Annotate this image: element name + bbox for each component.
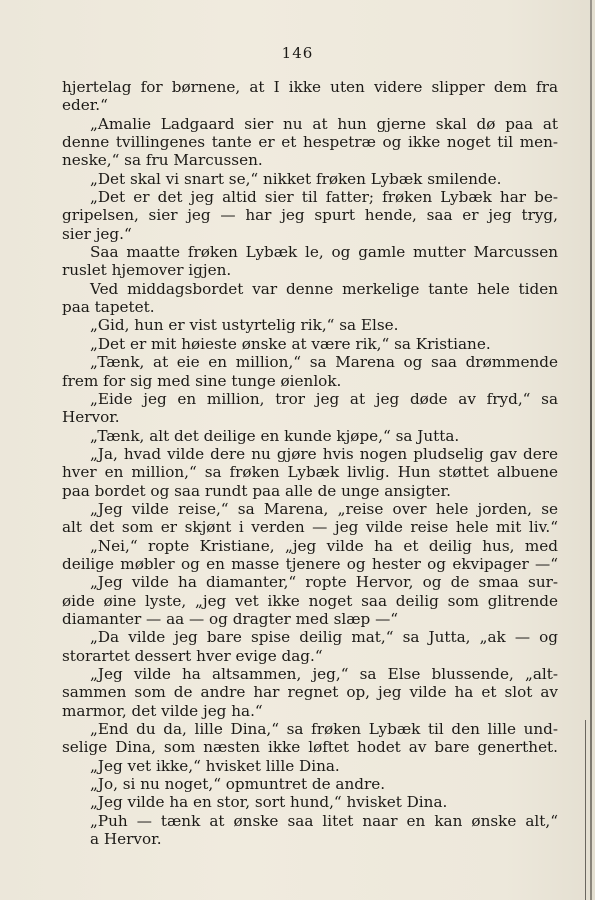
text-line: sier jeg.“ [62, 224, 132, 243]
text-line: paa tapetet. [62, 298, 155, 317]
text-line: „Jeg vilde ha altsammen, jeg,“ sa Else blussende, „alt- [90, 665, 558, 683]
text-line: „Det er mit høieste ønske at være rik,“ sa Kristiane. [90, 334, 491, 353]
text-line: alt det som er skjønt i verden — jeg vilde reise hele mit liv.“ [62, 518, 558, 537]
text-line: „Gid, hun er vist ustyrtelig rik,“ sa Else. [90, 316, 399, 335]
text-line: gripelsen, sier jeg — har jeg spurt hende, saa er jeg tryg, [62, 206, 558, 225]
text-line: deilige møbler og en masse tjenere og hester og ekvipager —“ [62, 554, 558, 573]
text-line: „Da vilde jeg bare spise deilig mat,“ sa Jutta, „ak — og [90, 628, 558, 647]
text-line: „Jo, si nu noget,“ opmuntret de andre. [90, 775, 386, 794]
text-line: „Jeg vilde ha en stor, sort hund,“ hvisket Dina. [90, 793, 448, 812]
text-line: hver en million,“ sa frøken Lybæk livlig. Hun støttet albuene [62, 463, 558, 482]
text-line: sammen som de andre har regnet op, jeg vilde ha et slot av [62, 683, 558, 702]
text-line: a Hervor. [90, 830, 162, 849]
text-line: „Eide jeg en million, tror jeg at jeg døde av fryd,“ sa [90, 389, 558, 408]
text-line: frem for sig med sine tunge øienlok. [62, 371, 342, 390]
text-line: marmor, det vilde jeg ha.“ [62, 701, 263, 720]
text-line: „Ja, hvad vilde dere nu gjøre hvis nogen pludselig gav dere [90, 444, 558, 463]
text-line: hjertelag for børnene, at I ikke uten videre slipper dem fra [62, 78, 558, 96]
text-line: selige Dina, som næsten ikke løftet hodet av bare generthet. [62, 738, 558, 757]
text-line: „Det skal vi snart se,“ nikket frøken Lybæk smilende. [90, 169, 502, 188]
text-line: „Det er det jeg altid sier til fatter; frøken Lybæk har be- [90, 188, 558, 207]
text-line: „Puh — tænk at ønske saa litet naar en kan ønske alt,“ [90, 811, 558, 830]
text-line: „Tænk, at eie en million,“ sa Marena og saa drømmende [90, 353, 558, 372]
text-line: paa bordet og saa rundt paa alle de unge ansigter. [62, 481, 451, 500]
page-number: 146 [281, 44, 314, 62]
body-text [62, 78, 558, 848]
text-line: eder.“ [62, 96, 108, 115]
text-line: neske,“ sa fru Marcussen. [62, 151, 263, 170]
text-line: Ved middagsbordet var denne merkelige tante hele tiden [90, 279, 558, 298]
text-line: „Jeg vet ikke,“ hvisket lille Dina. [90, 756, 340, 775]
text-line: Saa maatte frøken Lybæk le, og gamle mutter Marcussen [90, 243, 558, 262]
text-line: Hervor. [62, 408, 120, 427]
page-edge-shadow [590, 0, 592, 900]
page-edge-inner-line [585, 720, 586, 900]
text-line: „Amalie Ladgaard sier nu at hun gjerne skal dø paa at [90, 114, 558, 133]
text-line: „End du da, lille Dina,“ sa frøken Lybæk til den lille und- [90, 720, 558, 739]
text-line: „Jeg vilde reise,“ sa Marena, „reise over hele jorden, se [90, 499, 558, 518]
text-line: storartet dessert hver evige dag.“ [62, 646, 323, 665]
text-line: „Jeg vilde ha diamanter,“ ropte Hervor, og de smaa sur- [90, 573, 558, 592]
text-line: øide øine lyste, „jeg vet ikke noget saa deilig som glitrende [62, 591, 558, 610]
text-line: „Tænk, alt det deilige en kunde kjøpe,“ sa Jutta. [90, 426, 460, 445]
text-line: denne tvillingenes tante er et hespetræ og ikke noget til men- [62, 133, 558, 152]
text-line: ruslet hjemover igjen. [62, 261, 232, 280]
text-line: diamanter — aa — og dragter med slæp —“ [62, 609, 399, 628]
text-line: „Nei,“ ropte Kristiane, „jeg vilde ha et deilig hus, med [90, 536, 558, 555]
